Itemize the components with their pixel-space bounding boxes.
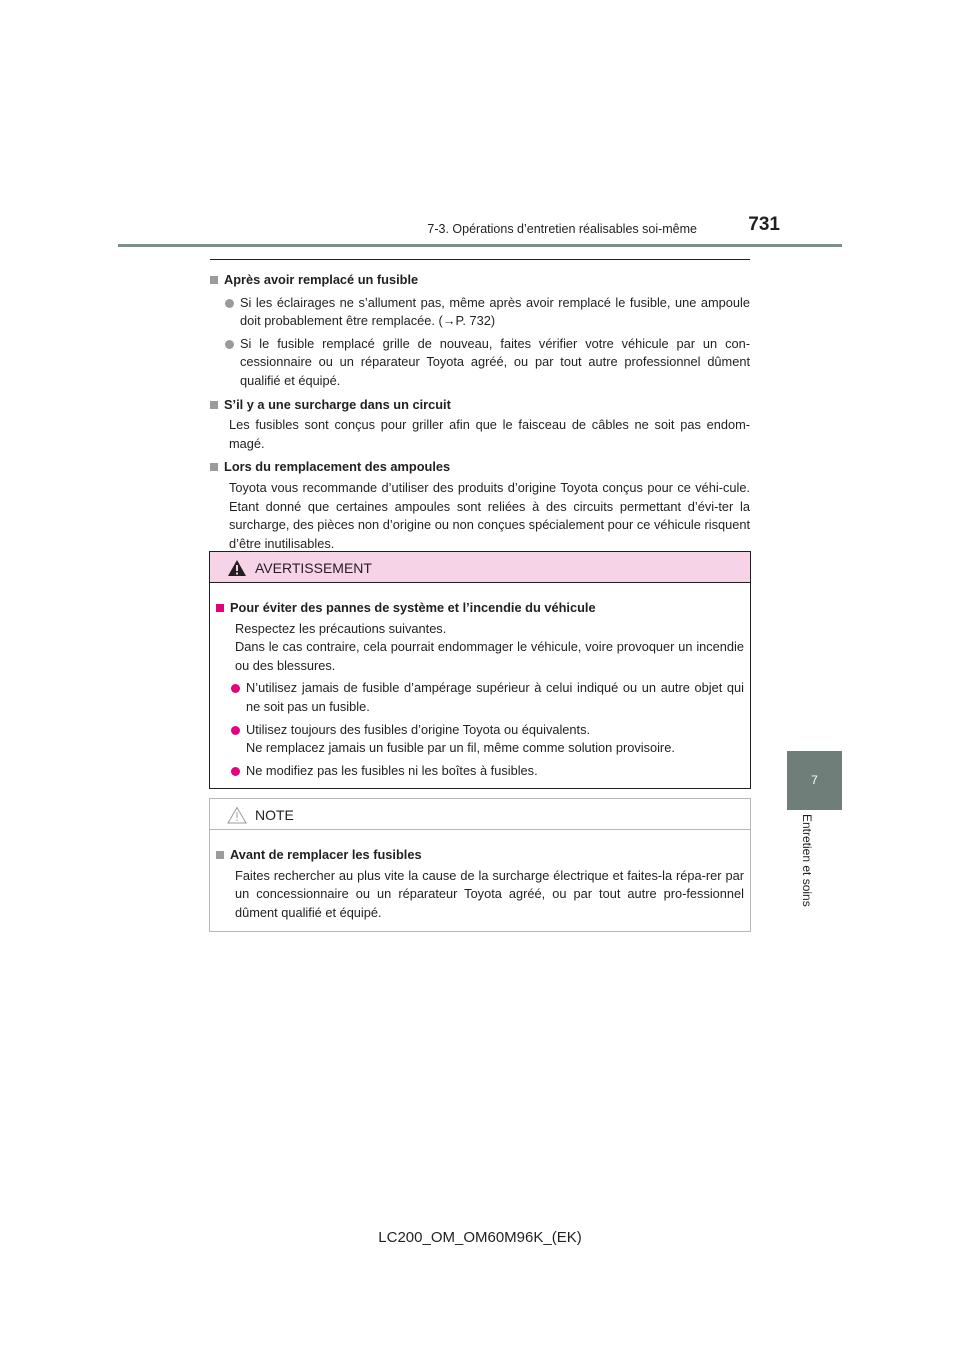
note-header xyxy=(210,799,750,830)
square-bullet-icon xyxy=(210,276,218,284)
note-box xyxy=(209,798,751,932)
chapter-number: 7 xyxy=(811,773,818,787)
chapter-label: Entretien et soins xyxy=(800,814,814,907)
square-bullet-icon xyxy=(210,401,218,409)
paragraph: Respectez les précautions suivantes. xyxy=(235,620,447,636)
note-heading: Avant de remplacer les fusibles xyxy=(216,846,744,865)
warning-box xyxy=(209,551,751,789)
circle-bullet-icon xyxy=(231,726,240,735)
circle-bullet-icon xyxy=(225,299,234,308)
list-item: Utilisez toujours des fusibles d’origine Toyota ou équivalents. Ne remplacez jamais un fusible par un fil, même comme solution provisoire. xyxy=(216,721,744,758)
paragraph: Toyota vous recommande d’utiliser des produits d’origine Toyota conçus pour ce véhi-cule. Etant donné que certaines ampoules sont reliées à des circuits permettant d’évi-ter la surcharge, des pièces non d’origine ou non conçues spécialement pour ce véhicule risquent d’être inutilisables. xyxy=(229,479,750,551)
list-item: Si le fusible remplacé grille de nouveau, faites vérifier votre véhicule par un con-cessionnaire ou un réparateur Toyota agréé, ou par tout autre professionnel dûment qualifié et équipé. xyxy=(210,335,750,391)
header-rule xyxy=(118,244,842,247)
document-code: LC200_OM_OM60M96K_(EK) xyxy=(378,1229,582,1246)
list-item: Si les éclairages ne s’allument pas, même après avoir remplacé le fusible, une ampoule doit probablement être remplacée. (→P. 732) xyxy=(210,294,750,331)
paragraph: Dans le cas contraire, cela pourrait endommager le véhicule, voire provoquer un incendie ou des blessures. xyxy=(235,639,744,673)
paragraph: Faites rechercher au plus vite la cause de la surcharge électrique et faites-la répa-rer par un concessionnaire ou un réparateur Toyota agréé, ou par tout autre pro-fessionnel dûment qualifié et équipé. xyxy=(235,867,744,920)
square-bullet-icon xyxy=(216,851,224,859)
square-bullet-icon xyxy=(210,463,218,471)
warning-triangle-icon xyxy=(227,559,247,577)
list-item: N’utilisez jamais de fusible d’ampérage supérieur à celui indiqué ou un autre objet qui ne soit pas un fusible. xyxy=(216,679,744,716)
main-content xyxy=(210,268,750,553)
section-heading: Lors du remplacement des ampoules xyxy=(210,458,750,477)
circle-bullet-icon xyxy=(231,684,240,693)
chapter-tab-label xyxy=(800,814,824,934)
chapter-tab[interactable] xyxy=(787,751,842,810)
circle-bullet-icon xyxy=(225,340,234,349)
section-title: 7-3. Opérations d’entretien réalisables soi-même xyxy=(427,222,697,236)
warning-header xyxy=(210,552,750,583)
section-heading: S’il y a une surcharge dans un circuit xyxy=(210,396,750,415)
paragraph: Les fusibles sont conçus pour griller afin que le faisceau de câbles ne soit pas endom-magé. xyxy=(229,417,750,451)
square-bullet-icon xyxy=(216,604,224,612)
caution-triangle-icon xyxy=(227,806,247,824)
warning-body xyxy=(210,583,750,780)
section-heading: Après avoir remplacé un fusible xyxy=(210,271,750,290)
list-item: Ne modifiez pas les fusibles ni les boîtes à fusibles. xyxy=(216,762,744,781)
warning-heading: Pour éviter des pannes de système et l’incendie du véhicule xyxy=(216,599,744,618)
note-body xyxy=(210,830,750,922)
circle-bullet-icon xyxy=(231,767,240,776)
note-title: NOTE xyxy=(255,807,294,823)
page-number: 731 xyxy=(748,214,780,235)
warning-title: AVERTISSEMENT xyxy=(255,560,372,576)
content-top-rule xyxy=(210,259,750,260)
